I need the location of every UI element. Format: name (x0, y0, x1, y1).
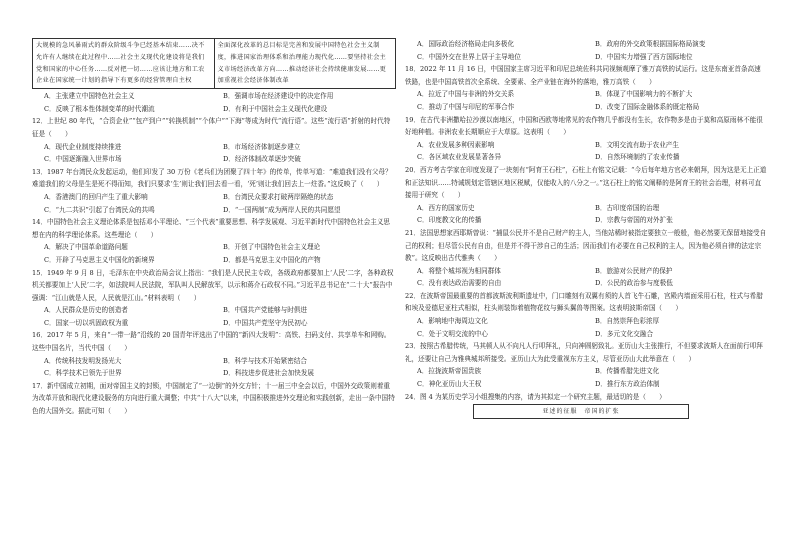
question-12-stem: 12．上世纪 80 年代，“合资企业”“包产到户”“转换机制”“个体户”“下海”等成为时代“流行语”。这些“流行语”折射的时代特征是（ ） (32, 117, 391, 138)
option-b[interactable]: B．传播希腊先进文化 (595, 367, 660, 376)
option-d[interactable]: D．“一国两制”成为两岸人民的共同愿望 (223, 205, 341, 214)
q14-options (32, 241, 396, 266)
question-16-stem: 16．2017 年 5 月，来自“一带一路”沿线的 20 国青年评选出了中国的“新四大发明”：高铁、扫码支付、共享单车和网购。这些中国名片，当代中国（ ） (32, 331, 391, 353)
option-b[interactable]: B．古印度帝国的治理 (595, 203, 660, 212)
q12-options (32, 141, 396, 166)
question-22-stem: 22．在波斯帝国最重要的首都波斯波利斯遗址中，门口雕刻有双翼有须的人首飞牛石雕，宫殿内墙面采用石柱，柱式与希腊和埃及爱德尼亚柱式相似，柱头则装饰着植物花纹与狮头翼兽等图案。这表明波斯帝国（ ） (405, 291, 763, 313)
right-column (405, 38, 767, 419)
option-a[interactable]: A．将整个城邦视为相同群体 (417, 266, 501, 275)
option-d[interactable]: D．经济体制改革逐步突破 (223, 155, 301, 164)
option-c[interactable]: C．神化亚历山大王权 (417, 380, 482, 389)
option-d[interactable]: D．中国实力增强了西方国际地位 (595, 52, 693, 61)
option-c[interactable]: C．印度教文化的传播 (417, 216, 482, 225)
figure-4-banner: 亚述的征服 帝国的扩张 (473, 404, 689, 419)
question-13-stem: 13．1987 年台湾民众发起运动，他们印发了 30 万份《老兵们为团聚了四十年》的传单，传单写道：“难道我们没有父母？难道我们的父母是生是死不得而知，我们只要求‘生’则让我们回去看一看，‘死’则让我们回去上一炷香。”这反映了（ ） (32, 167, 392, 189)
table-cell-right: 全面深化改革的总目标是完善和发展中国特色社会主义制度，推进国家治理体系和治理能力现代化……要坚持社会主义市场经济改革方向……推动经济社会持续健康发展……更加重视社会经济体制改革 (214, 39, 396, 88)
option-d[interactable]: D．改变了国际金融体系的既定格局 (595, 102, 700, 111)
option-d[interactable]: D．科技进步促进社会加快发展 (223, 369, 315, 378)
option-d[interactable]: D．自然环境制约了农业传播 (595, 153, 680, 162)
option-c[interactable]: C．处于文明交流的中心 (417, 329, 488, 338)
question-17-stem: 17．新中国成立初期，面对帝国主义的封锁，中国制定了“一边倒”的外交方针；十一届三中全会以后，中国外交政策则着重为改革开放和现代化建设服务的方向进行重大调整；中共“十八大”以来，中国积极推进外交理论和实践创新，走出一条中国特色的大国外交。据此可知（ ） (32, 381, 395, 416)
question-15-stem: 15．1949 年 9 月 8 日，毛泽东在中央政治局会议上指出：“我们是人民民主专政，各级政府都要加上‘人民’二字，各种政权机关都要加上‘人民’二字，如法院叫人民法院，军队叫人民解放军，以示和蒋介石政权不同。”习近平总书记在“二十大”报告中强调：“江山就是人民，人民就是江山。”材料表明（ ） (32, 268, 394, 302)
option-a[interactable]: A．影响地中海周边文化 (417, 317, 488, 326)
option-c[interactable]: C．没有表达政治需要的自由 (417, 279, 502, 288)
q19-options (405, 139, 767, 164)
question-21-stem: 21．法国思想家西耶斯曾说：“捕鼠公民并不是自己财产的主人，当他站稀时被指定要独立一般般，他必然要无保留地接受自己的权利；但尽管公民有自由，但是并不得干涉自己的生活；因而我们有必要在自己权利的主人，因为他必须自律的法定宗教”。这反映出古代雅典（ ） (405, 228, 767, 263)
option-b[interactable]: B．文明交流有助于农业产生 (595, 140, 679, 149)
question-20-stem: 20．西方考古学家在印度发现了一块刻有“阿育王石柱”，石柱上有铭文记载：“今后每年地方官必来朝拜，因为这是无上正道和正法知识……特诫规划定管辖区地区税赋，仅能收入的八分之一。”这石柱上的铭文阐释的是阿育王的社会治理，材料可直接用于研究（ ） (405, 165, 767, 200)
q18-options (405, 88, 767, 113)
option-d[interactable]: D．多元文化交融合 (595, 329, 654, 338)
option-a[interactable]: A．拉近了中国与非洲的外交关系 (417, 90, 515, 99)
left-column (32, 38, 396, 418)
option-a[interactable]: A．人民群众是历史的创造者 (44, 306, 128, 315)
option-a[interactable]: A．香港澳门的回归产生了重大影响 (44, 192, 148, 201)
source-table (32, 38, 396, 89)
q22-options (405, 315, 767, 340)
option-a[interactable]: A．解决了中国革命道路问题 (44, 243, 128, 252)
option-d[interactable]: D．公民的政治参与度极低 (595, 279, 673, 288)
option-b[interactable]: B．开创了中国特色社会主义理论 (223, 243, 321, 252)
option-b[interactable]: B．自然崇拜色彩浓厚 (595, 317, 660, 326)
option-c[interactable]: C．中国外交在世界上居于主导地位 (417, 52, 521, 61)
option-b[interactable]: B．政府的外交政策根据国际格局演变 (595, 40, 706, 48)
option-b[interactable]: B．旅游对公民财产的保护 (595, 266, 673, 275)
option-d[interactable]: D．有利于中国社会主义现代化建设 (223, 104, 328, 113)
table-cell-left: 大规模的急风暴雨式的群众阶级斗争已经基本结束……决不允许有人继续在此过程中……社会主义现代化建设将是我们党和国家的中心任务……反对把一切……应该让地方和工农企业在国家统一计划的指导下有更多的经营管理自主权 (36, 42, 205, 85)
option-b[interactable]: B．中国共产党能够与时俱进 (223, 306, 307, 315)
option-d[interactable]: D．都是马克思主义中国化的产物 (223, 255, 321, 264)
q11-options (32, 90, 396, 115)
option-a[interactable]: A．现代企业制度持续推进 (44, 142, 122, 151)
option-a[interactable]: A．农业发展多种因素影响 (417, 140, 495, 149)
option-c[interactable]: C．反映了根本性体制变革的时代潮流 (44, 104, 155, 113)
option-d[interactable]: D．推行东方政治体制 (595, 380, 660, 389)
option-b[interactable]: B．科学与技术开始紧密结合 (223, 356, 307, 365)
option-c[interactable]: C．推动了中国与印尼的军事合作 (417, 102, 515, 111)
option-a[interactable]: A．主张建立中国特色社会主义 (44, 92, 135, 101)
option-b[interactable]: B．强调市场在经济建设中的决定作用 (223, 92, 334, 101)
option-c[interactable]: C．国家一切以巩固政权为重 (44, 318, 129, 327)
option-b[interactable]: B．市场经济体制逐步建立 (223, 142, 301, 151)
question-24-stem: 24．图 4 为某历史学习小组搜集的内容，请为其拟定一个研究主题，最适切的是（ ） (405, 392, 666, 401)
q21-options (405, 265, 767, 290)
q23-options (405, 365, 767, 390)
question-18-stem: 18．2022 年 11 月 16 日，中国国家主席习近平和印尼总统佐科共同视频观摩了雅万高铁的试运行。这是东南亚首条高速铁路，也是中国高铁首次全系统、全要素、全产业链在海外的落地，雅万高铁（ ） (405, 65, 761, 86)
q13-options (32, 191, 396, 216)
question-23-stem: 23．按照古希腊传统，马其顿人从不向凡人行叩拜礼，只向神圆躬致礼。亚历山大主张推行，不但要求波斯人在面前行叩拜礼，还要让自己为雅典城邦所接受。亚历山大为此受重视东方主义，尽管亚历山大此举意在（ ） (405, 342, 763, 363)
q15-options (32, 304, 396, 329)
q16-options (32, 355, 396, 380)
option-c[interactable]: C．各区域农业发展显著各异 (417, 153, 502, 162)
option-b[interactable]: B．台湾民众要求打破两岸隔绝的状态 (223, 192, 334, 201)
option-a[interactable]: A．拉拢波斯帝国贵族 (417, 367, 482, 376)
question-14-stem: 14．中国特色社会主义理论体系是包括邓小平理论、“三个代表”重要思想、科学发展观、习近平新时代中国特色社会主义思想在内的科学理论体系。这些理论（ ） (32, 218, 391, 239)
option-d[interactable]: D．宗教与帝国的对外扩张 (595, 216, 673, 225)
option-a[interactable]: A．西方的国家历史 (417, 203, 475, 212)
option-c[interactable]: C．“九二共识”引起了台湾民众的共鸣 (44, 205, 155, 214)
option-b[interactable]: B．体现了中国影响力的不断扩大 (595, 90, 693, 99)
question-19-stem: 19．在古代非洲撒哈拉沙漠以南地区，中国和西欧等地常见的农作物几乎都没有生长，农作物多是由于莫和高原雨林不能很好地种植。非洲农业长期顺应于大草原。这表明（ ） (405, 115, 763, 137)
q17-options (405, 38, 767, 63)
q20-options (405, 202, 767, 227)
option-c[interactable]: C．中国逐渐融入世界市场 (44, 155, 122, 164)
option-a[interactable]: A．国际政治经济格局走向多极化 (417, 40, 515, 48)
option-c[interactable]: C．科学技术已领先于世界 (44, 369, 122, 378)
option-a[interactable]: A．传统科技发明发扬光大 (44, 356, 122, 365)
option-d[interactable]: D．中国共产党坚守为民初心 (223, 318, 308, 327)
option-c[interactable]: C．开辟了马克思主义中国化的新境界 (44, 255, 155, 264)
